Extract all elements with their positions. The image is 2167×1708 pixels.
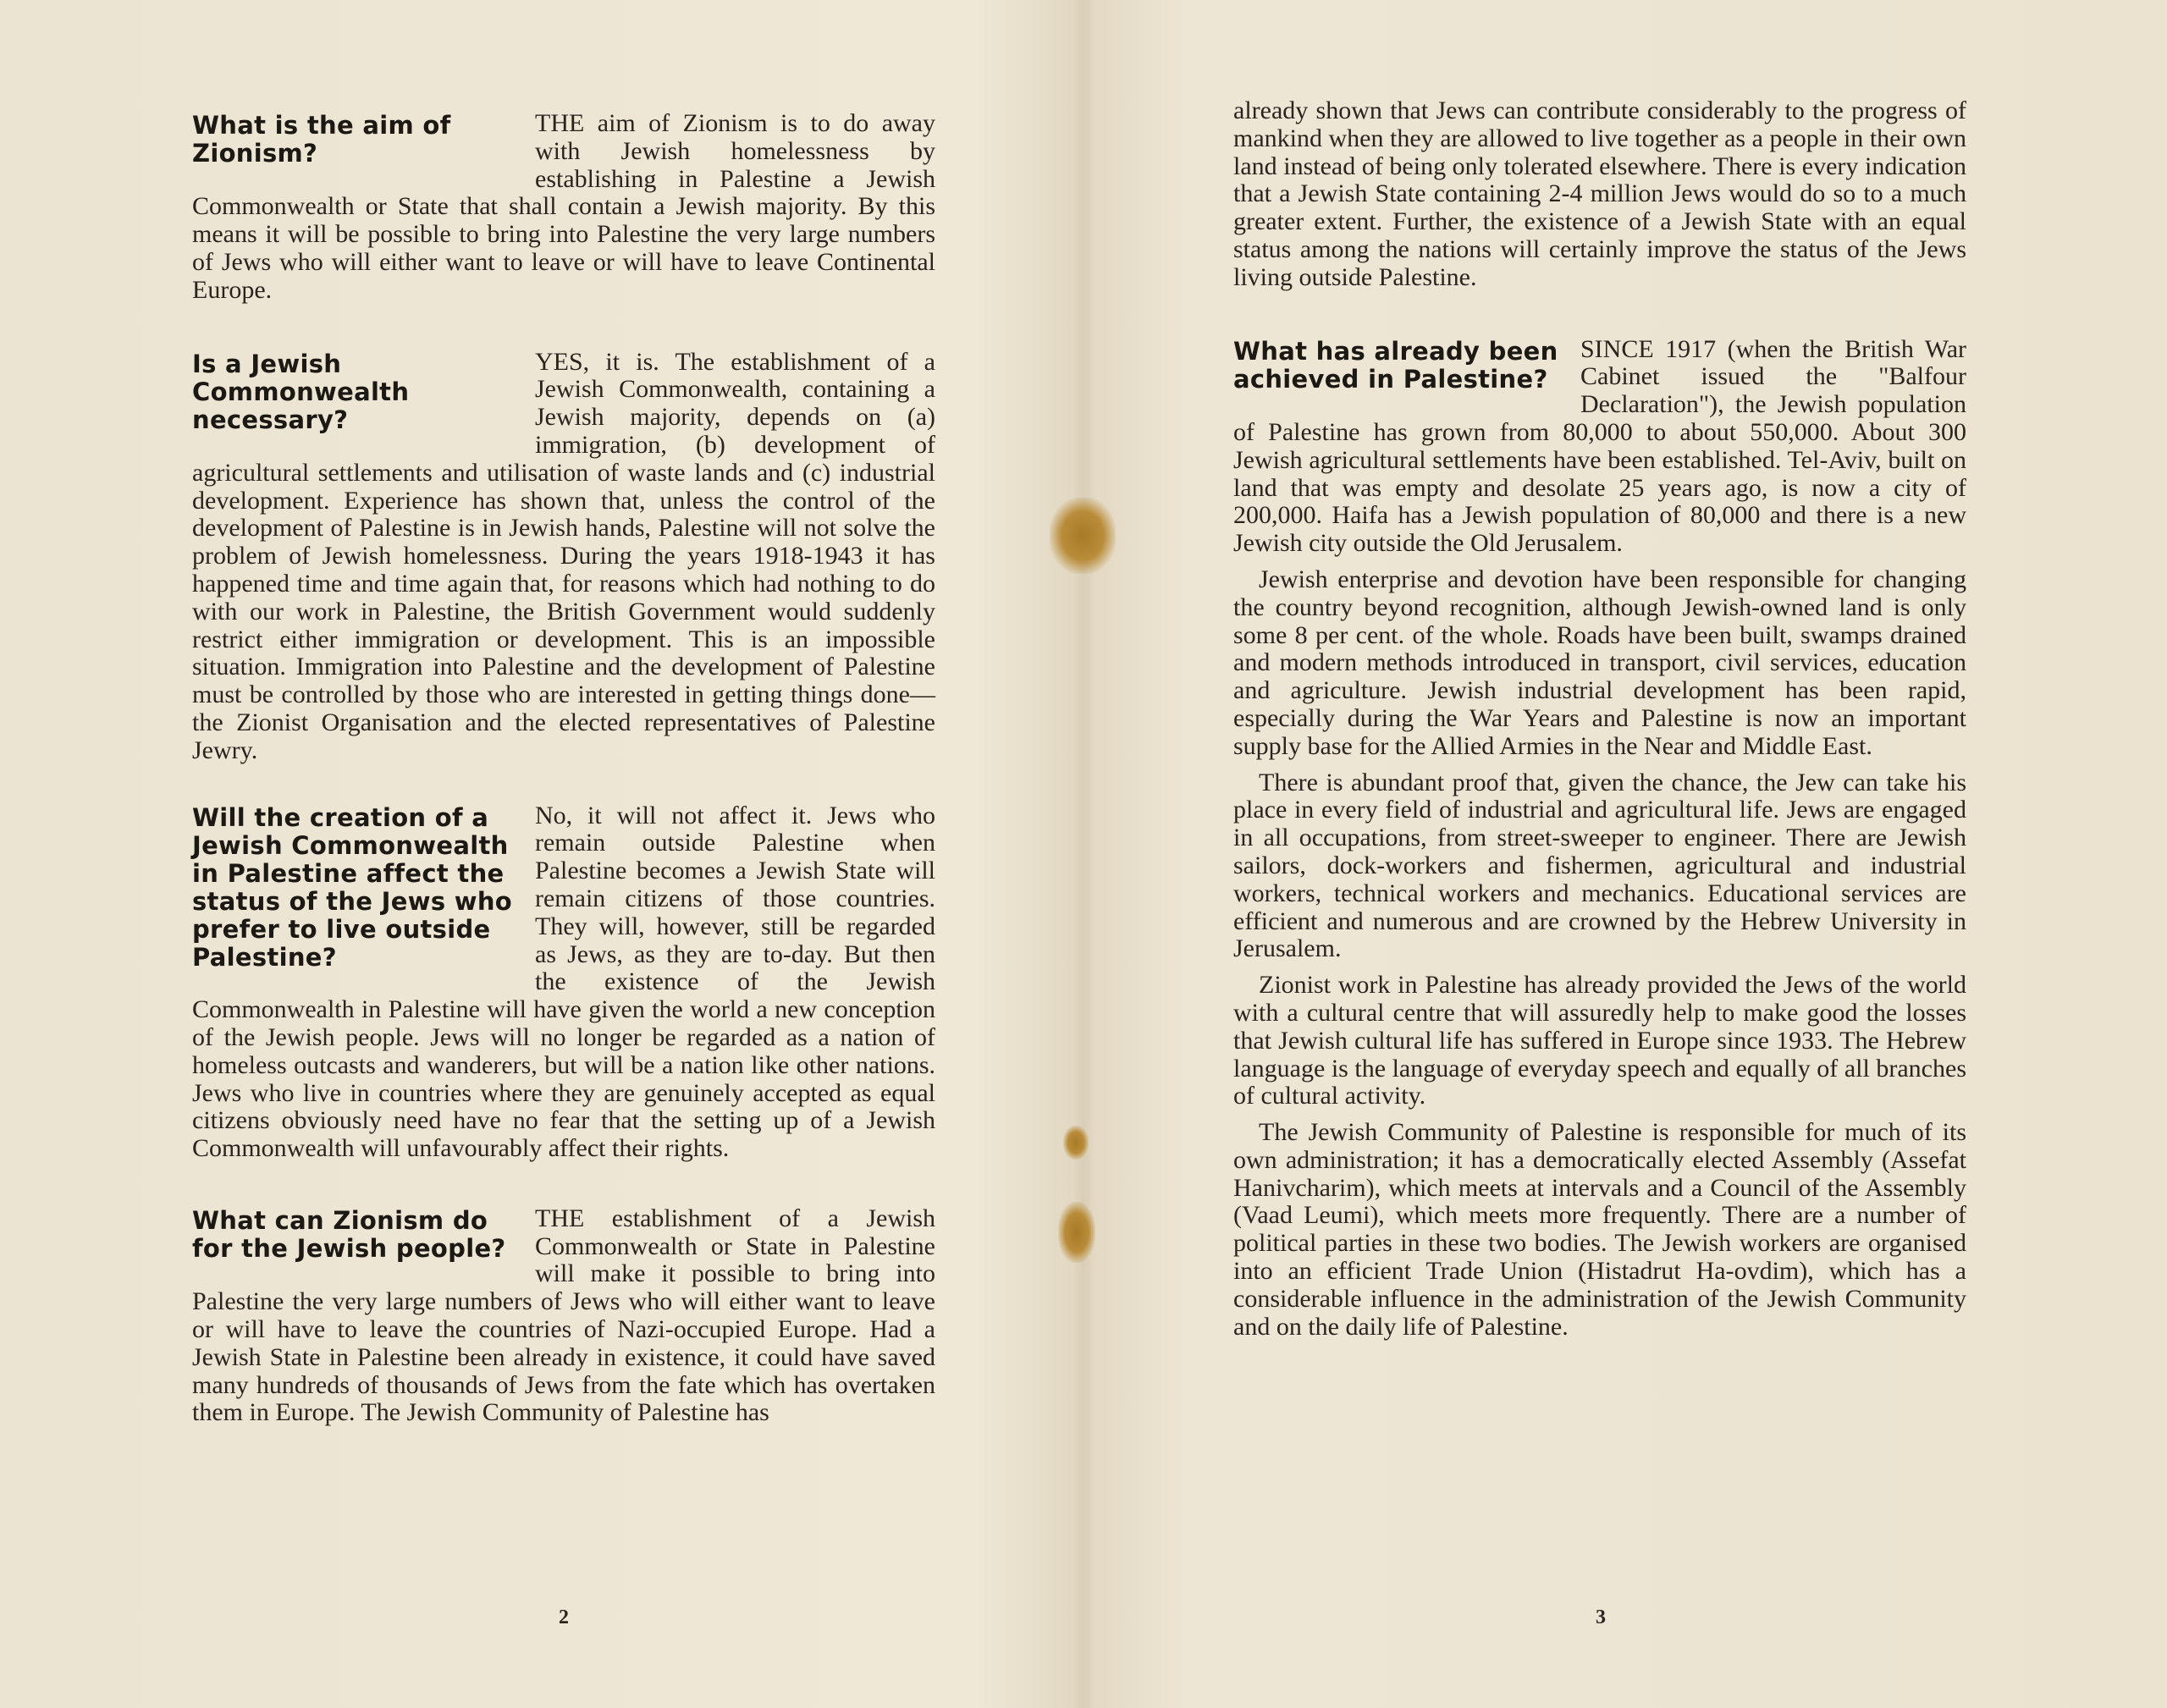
- qa-section: [192, 1205, 935, 1427]
- page-number: 2: [559, 1606, 569, 1628]
- qa-section: [192, 349, 935, 765]
- qa-section: [192, 802, 935, 1163]
- qa-section: [192, 110, 935, 305]
- section-heading: What is the aim of Zionism?: [192, 111, 451, 168]
- continued-paragraph: already shown that Jews can contribute considerably to the progress of mankind when they are allowed to live together as a people in their own land instead of being only tolerated elsewhere. There is every indication that a Jewish State containing 2-4 million Jews would do so to a much greater extent. Further, the existence of a Jewish State with an equal status among the nations will certainly improve the status of the Jews living outside Palestine.: [1233, 96, 1966, 291]
- section-heading: Is a Jewish Commonwealth necessary?: [192, 349, 410, 434]
- body-paragraph: There is abundant proof that, given the chance, the Jew can take his place in every field of industrial and agricultural life. Jews are engaged in all occupations, from street-sweeper to engineer. There are Jewish sailors, dock-workers and fishermen, agricultural and industrial workers, technical workers and mechanics. Educational services are efficient and numerous and are crowned by the Hebrew University in Jerusalem.: [1233, 768, 1966, 963]
- section-heading: Will the creation of a Jewish Commonwealth in Palestine affect the status of the Jews who prefer to live outside Palestine?: [192, 802, 513, 972]
- left-text-column: [192, 110, 935, 1427]
- body-paragraph: Zionist work in Palestine has already provided the Jews of the world with a cultural centre that will assuredly help to make good the losses that Jewish cultural life has suffered in Europe since 1933. The Hebrew language is the language of everyday speech and equally of all branches of cultural activity.: [1233, 971, 1966, 1110]
- qa-section: [1233, 336, 1966, 558]
- section-text: YES, it is. The establishment of a Jewish Commonwealth, containing a Jewish majority, depends on (a) immigration, (b) development of agricultural settlements and utilisation of waste lands and (c) industrial development. Experience has shown that, unless the control of the development of Palestine is in Jewish hands, Palestine will not solve the problem of Jewish homelessness. During the years 1918-1943 it has happened time and time again that, for reasons which had nothing to do with our work in Palestine, the British Government would suddenly restrict either immigration or development. This is an impossible situation. Immigration into Palestine and the development of Palestine must be controlled by those who are interested in getting things done—the Zionist Organisation and the elected representatives of Palestine Jewry.: [192, 347, 935, 764]
- section-text: SINCE 1917 (when the British War Cabinet issued the "Balfour Declaration"), the Jewish population of Palestine has grown from 80,000 to about 550,000. About 300 Jewish agricultural settlements have been established. Tel-Aviv, built on land that was empty and desolate 25 years ago, is now a city of 200,000. Haifa has a Jewish population of 80,000 and there is a new Jewish city outside the Old Jerusalem.: [1233, 334, 1966, 558]
- page-number: 3: [1596, 1606, 1606, 1628]
- right-text-column: [1233, 97, 1966, 1341]
- section-text: THE aim of Zionism is to do away with Jewish homelessness by establishing in Palestine a Jewish Commonwealth or State that shall contain a Jewish majority. By this means it will be possible to bring into Palestine the very large numbers of Jews who will either want to leave or will have to leave Continental Europe.: [192, 109, 935, 304]
- body-paragraph: The Jewish Community of Palestine is responsible for much of its own administration; it has a democratically elected Assembly (Assefat Hanivcharim), which meets at intervals and a Council of the Assembly (Vaad Leumi), which meets more frequently. There are a number of political parties in these two bodies. The Jewish workers are organised into an efficient Trade Union (Histadrut Ha-ovdim), which has a considerable influence in the administration of the Jewish Community and on the daily life of Palestine.: [1233, 1118, 1966, 1341]
- section-text: No, it will not affect it. Jews who remain outside Palestine when Palestine becomes a Jewish State will remain citizens of those countries. They will, however, still be regarded as Jews, as they are to-day. But then the existence of the Jewish Commonwealth in Palestine will have given the world a new conception of the Jewish people. Jews will no longer be regarded as a nation of homeless outcasts and wanderers, but will be a nation like other nations. Jews who live in countries where they are genuinely accepted as equal citizens obviously need have no fear that the setting up of a Jewish Commonwealth will unfavourably affect their rights.: [192, 801, 935, 1163]
- body-paragraph: Jewish enterprise and devotion have been responsible for changing the country beyond recognition, although Jewish-owned land is only some 8 per cent. of the whole. Roads have been built, swamps drained and modern methods introduced in transport, civil services, education and agriculture. Jewish industrial development has been rapid, especially during the War Years and Palestine is now an important supply base for the Allied Armies in the Near and Middle East.: [1233, 565, 1966, 760]
- right-page: [1084, 0, 2167, 1708]
- section-text: THE establishment of a Jewish Commonwealth or State in Palestine will make it possible to bring into Palestine the very large numbers of Jews who will either want to leave or will have to leave the countries of Nazi-occupied Europe. Had a Jewish State in Palestine been already in existence, it could have saved many hundreds of thousands of Jews from the fate which has overtaken them in Europe. The Jewish Community of Palestine has: [192, 1204, 935, 1427]
- section-heading: What can Zionism do for the Jewish people?: [192, 1205, 506, 1263]
- section-heading: What has already been achieved in Palestine?: [1233, 336, 1558, 394]
